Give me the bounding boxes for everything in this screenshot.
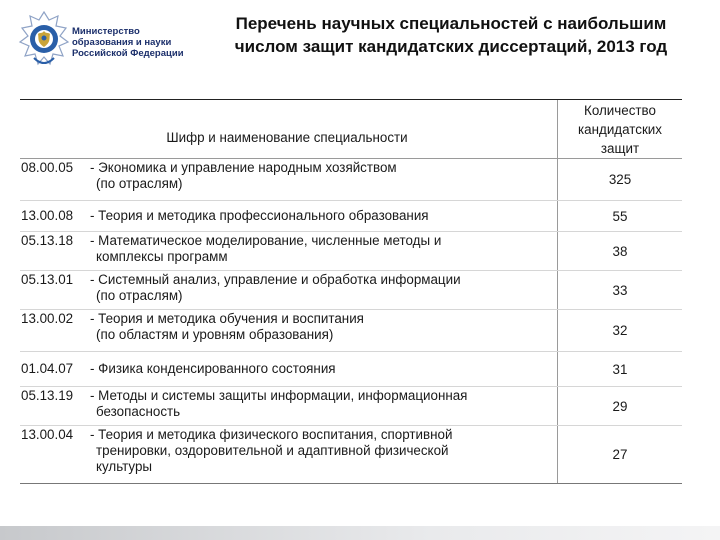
table-row xyxy=(20,159,682,201)
specialty-cell: 08.00.05 - Экономика и управление народным хозяйством (по отраслям) xyxy=(20,159,558,200)
table-row xyxy=(20,387,682,426)
count-cell: 55 xyxy=(612,208,628,224)
specialty-cell: 01.04.07 - Физика конденсированного состояния xyxy=(20,352,558,386)
specialty-cell: 13.00.04 - Теория и методика физического воспитания, спортивной тренировки, оздоровительной и адаптивной физической культуры xyxy=(20,426,558,483)
specialty-code: 08.00.05 xyxy=(21,160,74,175)
count-cell: 27 xyxy=(612,447,628,462)
specialty-cell: 05.13.19 - Методы и системы защиты информации, информационная безопасность xyxy=(20,387,558,425)
ministry-emblem-icon xyxy=(14,8,74,74)
specialties-table xyxy=(20,99,682,484)
footer-bar xyxy=(0,526,720,540)
specialty-code: 13.00.04 xyxy=(21,427,74,442)
count-cell: 325 xyxy=(608,172,632,187)
table-row xyxy=(20,310,682,352)
count-cell: 29 xyxy=(612,398,628,414)
header-count: Количество кандидатских защит xyxy=(578,102,662,156)
table-row xyxy=(20,232,682,271)
specialty-cell: 13.00.02 - Теория и методика обучения и воспитания (по областям и уровням образования) xyxy=(20,310,558,351)
specialty-code: 13.00.08 xyxy=(21,208,74,223)
specialty-code: 01.04.07 xyxy=(21,361,74,376)
count-cell: 32 xyxy=(612,323,628,338)
specialty-cell: 05.13.18 - Математическое моделирование, численные методы и комплексы программ xyxy=(20,232,558,270)
table-row xyxy=(20,201,682,232)
table-header xyxy=(20,100,682,159)
ministry-name: Министерство образования и науки Российской Федерации xyxy=(72,26,184,59)
count-cell: 33 xyxy=(612,282,628,298)
table-row xyxy=(20,271,682,310)
table-row xyxy=(20,352,682,387)
count-cell: 38 xyxy=(612,243,628,259)
specialty-code: 05.13.19 xyxy=(21,388,74,403)
page-title: Перечень научных специальностей с наибольшим числом защит кандидатских диссертаций, 2013 год xyxy=(234,14,668,56)
specialty-code: 13.00.02 xyxy=(21,311,74,326)
specialty-cell: 05.13.01 - Системный анализ, управление и обработка информации (по отраслям) xyxy=(20,271,558,309)
table-row xyxy=(20,426,682,483)
ministry-logo xyxy=(14,8,214,80)
specialty-code: 05.13.01 xyxy=(21,272,74,287)
specialty-code: 05.13.18 xyxy=(21,233,74,248)
header-specialty: Шифр и наименование специальности xyxy=(20,100,558,158)
count-cell: 31 xyxy=(612,361,628,377)
specialty-cell: 13.00.08 - Теория и методика профессионального образования xyxy=(20,201,558,231)
